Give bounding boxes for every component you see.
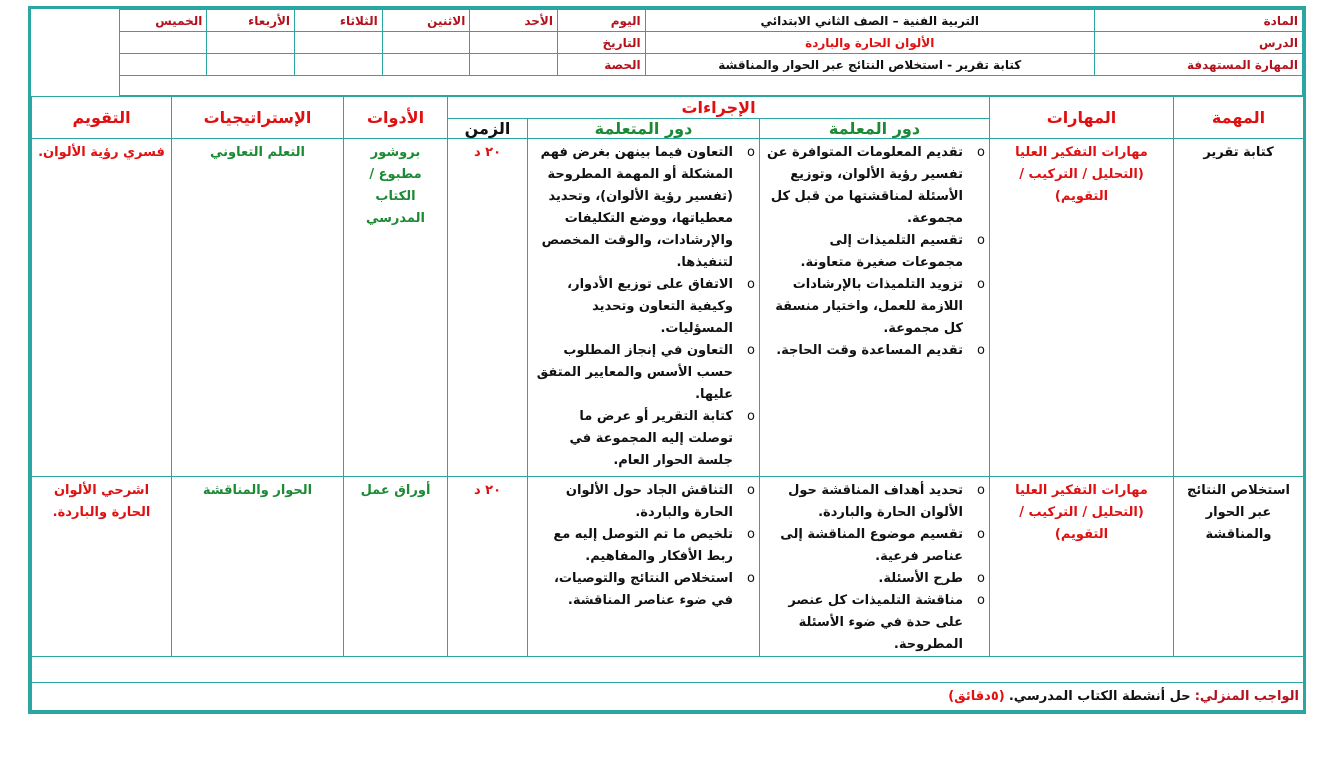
period-label: الحصة (557, 54, 645, 76)
row1-tools: بروشور مطبوع / الكتاب المدرسي (344, 139, 448, 477)
col-time: الزمن (448, 119, 528, 139)
col-evaluation: التقويم (32, 97, 172, 139)
day-label: اليوم (557, 10, 645, 32)
list-item: o تقديم المساعدة وقت الحاجة. (764, 340, 985, 362)
date-cell (207, 32, 295, 54)
col-student-role: دور المتعلمة (528, 119, 760, 139)
day-sunday: الأحد (470, 10, 558, 32)
list-item: o مناقشة التلميذات كل عنصر على حدة في ضوء الأسئلة المطروحة. (764, 590, 985, 656)
row1-strategy: التعلم التعاوني (172, 139, 344, 477)
row2-task: استخلاص النتائج عبر الحوار والمناقشة (1174, 477, 1304, 657)
list-item: o طرح الأسئلة. (764, 568, 985, 590)
row2-strategy: الحوار والمناقشة (172, 477, 344, 657)
row1-skills: مهارات التفكير العليا (التحليل / التركيب / التقويم) (990, 139, 1174, 477)
period-cell (119, 54, 207, 76)
period-cell (470, 54, 558, 76)
row1-student (528, 139, 760, 477)
col-teacher-role: دور المعلمة (760, 119, 990, 139)
date-cell (470, 32, 558, 54)
row2-student (528, 477, 760, 657)
homework-label: الواجب المنزلي: (1194, 689, 1299, 704)
homework-text: حل أنشطة الكتاب المدرسي. (1008, 689, 1191, 704)
day-wednesday: الأربعاء (207, 10, 295, 32)
list-item: o تقديم المعلومات المتوافرة عن تفسير رؤية الألوان، وتوزيع الأسئلة لمناقشتها من قبل كل مجموعة. (764, 142, 985, 230)
row2-evaluation: اشرحي الألوان الحارة والباردة. (32, 477, 172, 657)
list-item: o تلخيص ما تم التوصل إليه مع ربط الأفكار والمفاهيم. (532, 524, 755, 568)
day-thursday: الخميس (119, 10, 207, 32)
row2-teacher-list (764, 480, 985, 656)
list-item: o استخلاص النتائج والتوصيات، في ضوء عناصر المناقشة. (532, 568, 755, 612)
list-item: o التناقش الجاد حول الألوان الحارة والباردة. (532, 480, 755, 524)
list-item: o تزويد التلميذات بالإرشادات اللازمة للعمل، واختيار منسقة كل مجموعة. (764, 274, 985, 340)
row2-time: ٢٠ د (448, 477, 528, 657)
subject-label: المادة (1094, 10, 1302, 32)
row2-teacher (760, 477, 990, 657)
list-item: o التعاون فيما بينهن بغرض فهم المشكلة أو المهمة المطروحة (تفسير رؤية الألوان)، وتحديد معطياتها، ووضع التكليفات والإرشادات، والوقت المخصص لتنفيذها. (532, 142, 755, 274)
lesson-plan-frame (28, 6, 1306, 714)
subject-value: التربية الفنية – الصف الثاني الابتدائي (645, 10, 1094, 32)
homework-row (32, 683, 1304, 711)
row2-tools: أوراق عمل (344, 477, 448, 657)
spacer-row (32, 657, 1304, 683)
col-skills: المهارات (990, 97, 1174, 139)
spacer-row (119, 76, 1302, 96)
date-cell (382, 32, 470, 54)
col-strategies: الإستراتيجيات (172, 97, 344, 139)
row2-student-list (532, 480, 755, 612)
row1-evaluation: فسري رؤية الألوان. (32, 139, 172, 477)
col-task: المهمة (1174, 97, 1304, 139)
list-item: o تحديد أهداف المناقشة حول الألوان الحارة والباردة. (764, 480, 985, 524)
lesson-value: الألوان الحارة والباردة (645, 32, 1094, 54)
homework-duration: (٥دقائق) (948, 689, 1005, 704)
row1-task: كتابة تقرير (1174, 139, 1304, 477)
row2-skills: مهارات التفكير العليا (التحليل / التركيب / التقويم) (990, 477, 1174, 657)
row1-teacher (760, 139, 990, 477)
row1-student-list (532, 142, 755, 472)
list-item: o تقسيم التلميذات إلى مجموعات صغيرة متعاونة. (764, 230, 985, 274)
period-cell (295, 54, 383, 76)
list-item: o التعاون في إنجاز المطلوب حسب الأسس والمعايير المتفق عليها. (532, 340, 755, 406)
lesson-label: الدرس (1094, 32, 1302, 54)
date-cell (295, 32, 383, 54)
row1-time: ٢٠ د (448, 139, 528, 477)
list-item: o الاتفاق على توزيع الأدوار، وكيفية التعاون وتحديد المسؤليات. (532, 274, 755, 340)
date-cell (119, 32, 207, 54)
skill-value: كتابة تقرير - استخلاص النتائج عبر الحوار والمناقشة (645, 54, 1094, 76)
list-item: o كتابة التقرير أو عرض ما توصلت إليه المجموعة في جلسة الحوار العام. (532, 406, 755, 472)
date-label: التاريخ (557, 32, 645, 54)
skill-label: المهارة المستهدفة (1094, 54, 1302, 76)
col-procedures: الإجراءات (448, 97, 990, 119)
period-cell (207, 54, 295, 76)
list-item: o تقسيم موضوع المناقشة إلى عناصر فرعية. (764, 524, 985, 568)
plan-table (31, 96, 1304, 711)
col-tools: الأدوات (344, 97, 448, 139)
row1-teacher-list (764, 142, 985, 362)
period-cell (382, 54, 470, 76)
day-monday: الاثنين (382, 10, 470, 32)
day-tuesday: الثلاثاء (295, 10, 383, 32)
header-table (31, 9, 1303, 96)
